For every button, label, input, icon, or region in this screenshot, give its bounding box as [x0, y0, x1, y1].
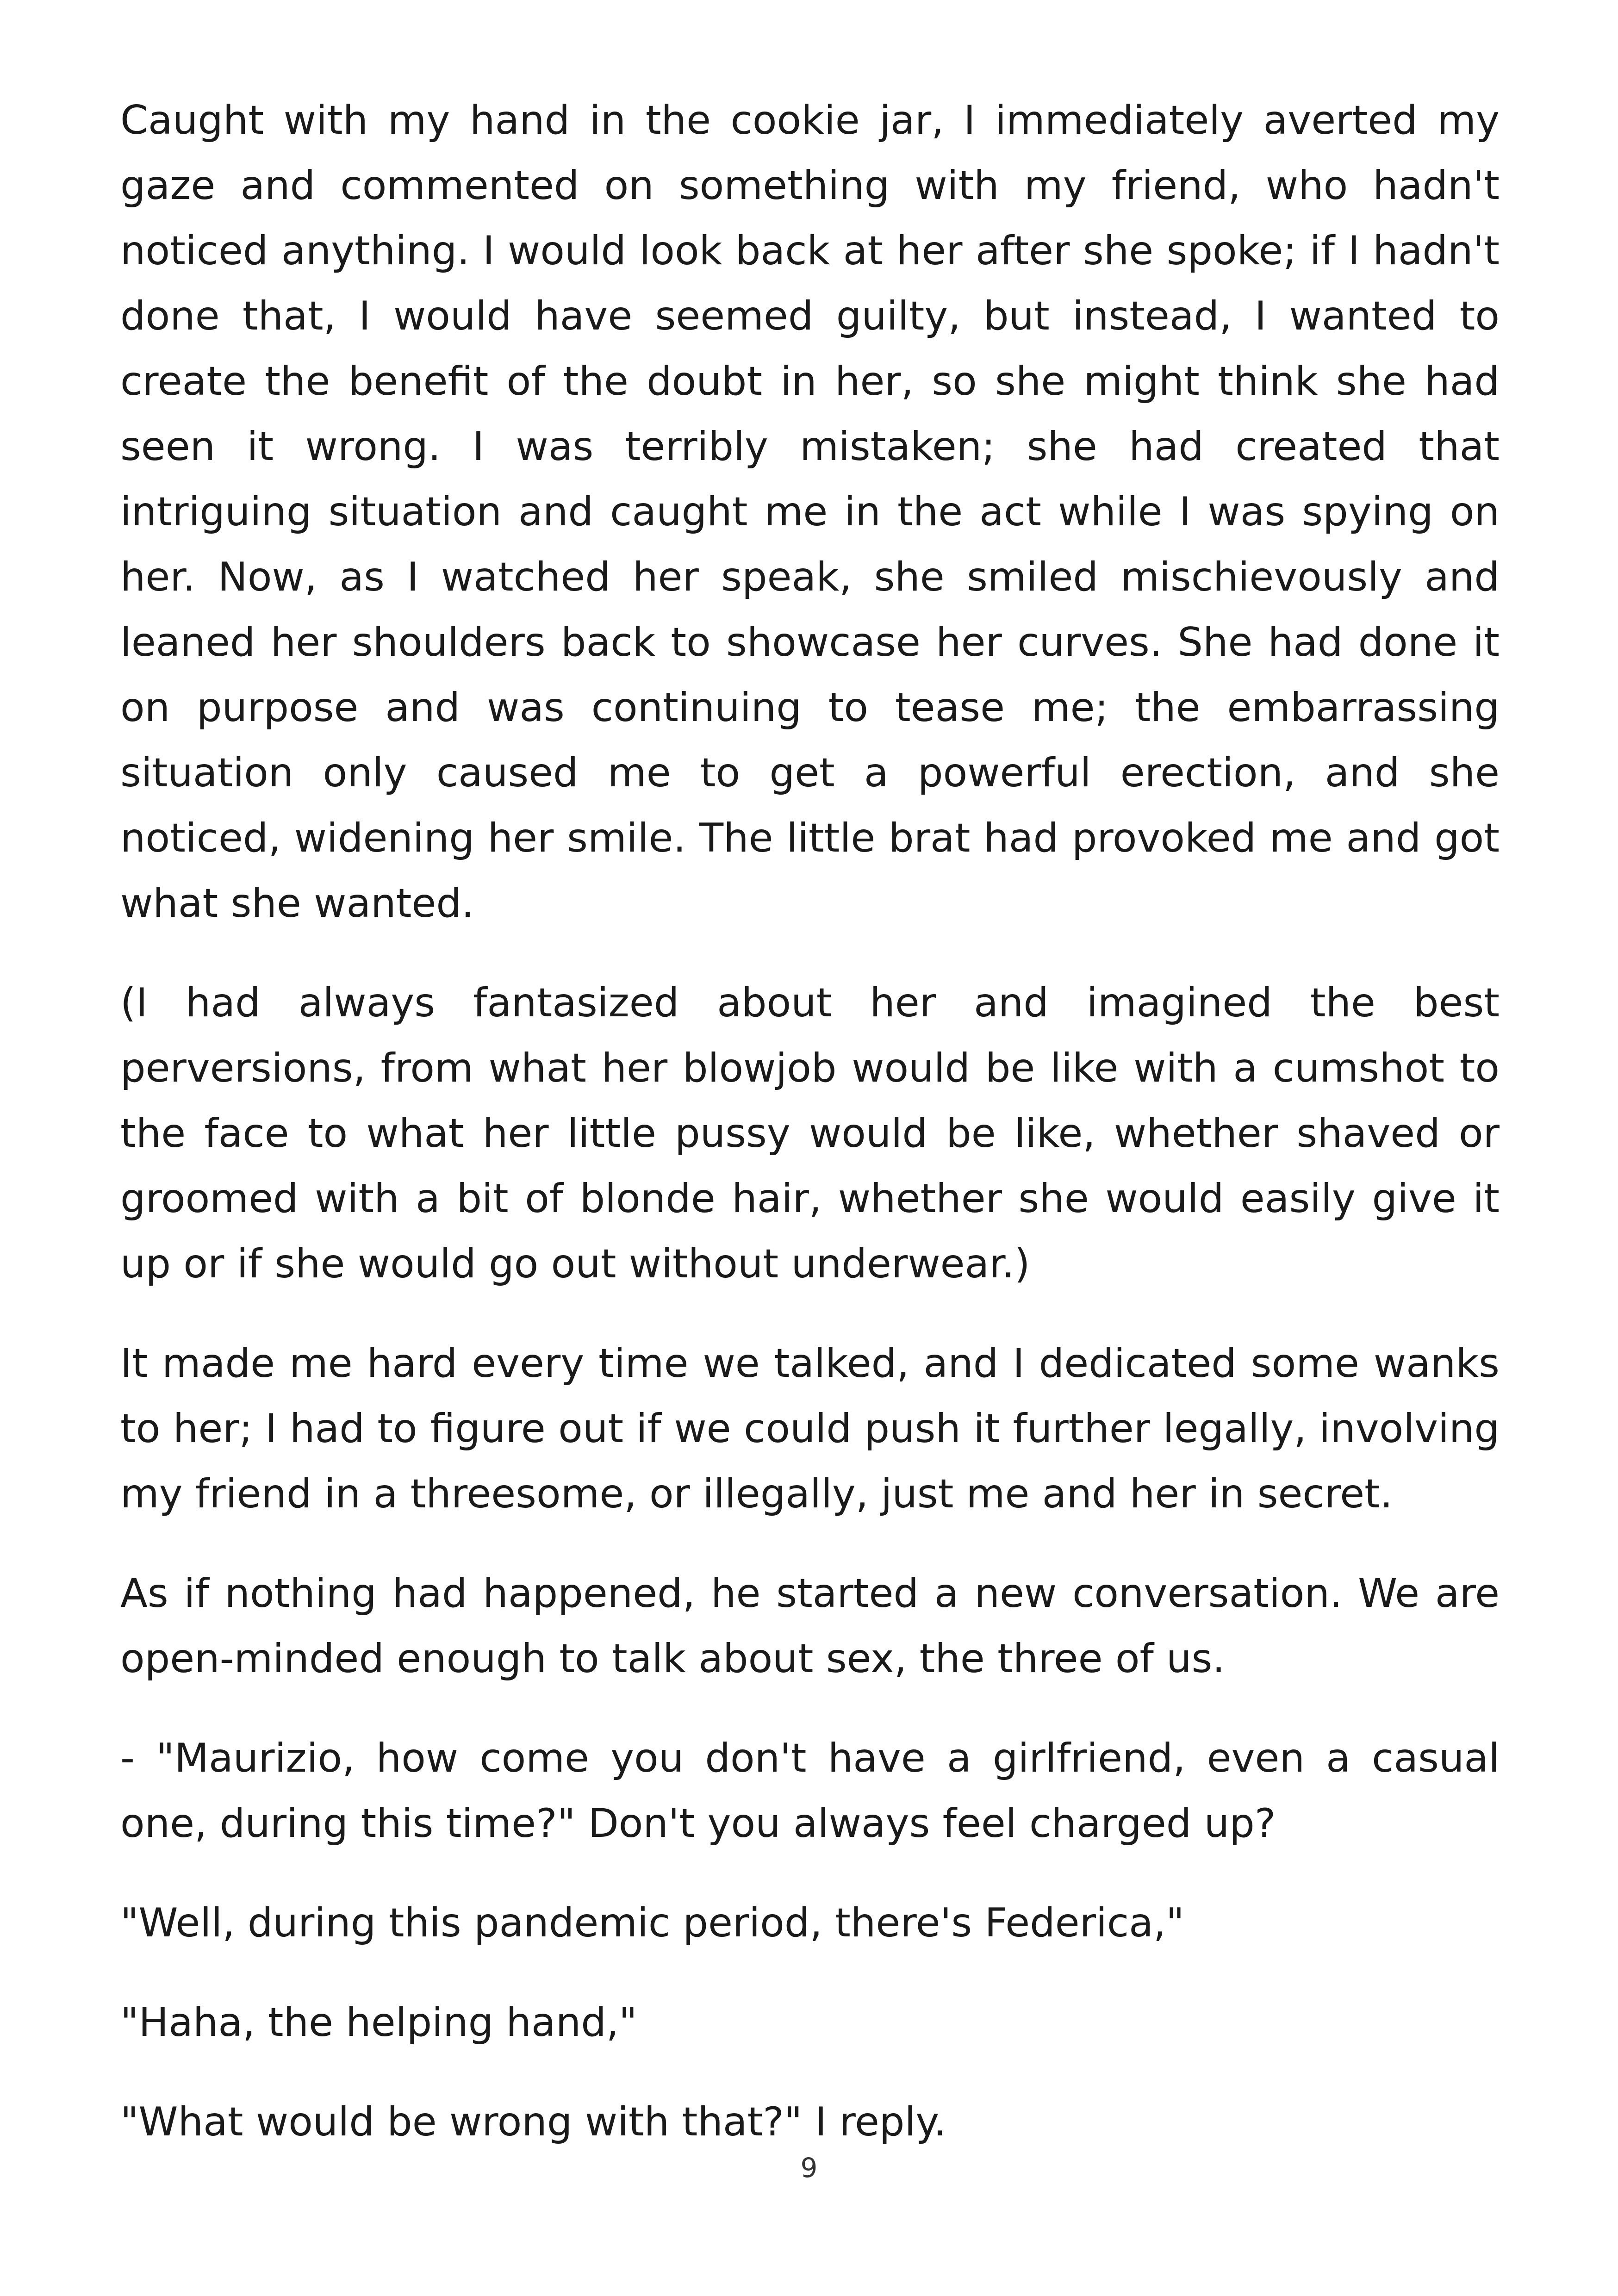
page-number: 9 — [800, 2152, 818, 2184]
paragraph-5: - "Maurizio, how come you don't have a girlfriend, even a casual one, during this time?" Don't you always feel charged up? — [120, 1735, 1500, 1847]
paragraph-8: "What would be wrong with that?" I reply. — [120, 2099, 946, 2145]
body-text — [120, 88, 1500, 2189]
paragraph-3: It made me hard every time we talked, and I dedicated some wanks to her; I had to figure out if we could push it further legally, involving my friend in a threesome, or illegally, just me and her in secret. — [120, 1340, 1500, 1517]
paragraph-4: As if nothing had happened, he started a new conversation. We are open-minded enough to talk about sex, the three of us. — [120, 1570, 1500, 1682]
paragraph-6: "Well, during this pandemic period, there's Federica," — [120, 1900, 1184, 1946]
paragraph-7: "Haha, the helping hand," — [120, 1999, 637, 2046]
paragraph-2: (I had always fantasized about her and imagined the best perversions, from what her blowjob would be like with a cumshot to the face to what her little pussy would be like, whether shaved or groomed with a bit of blonde hair, whether she would easily give it up or if she would go out without underwear.) — [120, 980, 1500, 1287]
paragraph-1: Caught with my hand in the cookie jar, I immediately averted my gaze and commented on something with my friend, who hadn't noticed anything. I would look back at her after she spoke; if I hadn't done that, I would have seemed guilty, but instead, I wanted to create the benefit of the doubt in her, so she might think she had seen it wrong. I was terribly mistaken; she had created that intriguing situation and caught me in the act while I was spying on her. Now, as I watched her speak, she smiled mischievously and leaned her shoulders back to showcase her curves. She had done it on purpose and was continuing to tease me; the embarrassing situation only caused me to get a powerful erection, and she noticed, widening her smile. The little brat had provoked me and got what she wanted. — [120, 97, 1500, 927]
